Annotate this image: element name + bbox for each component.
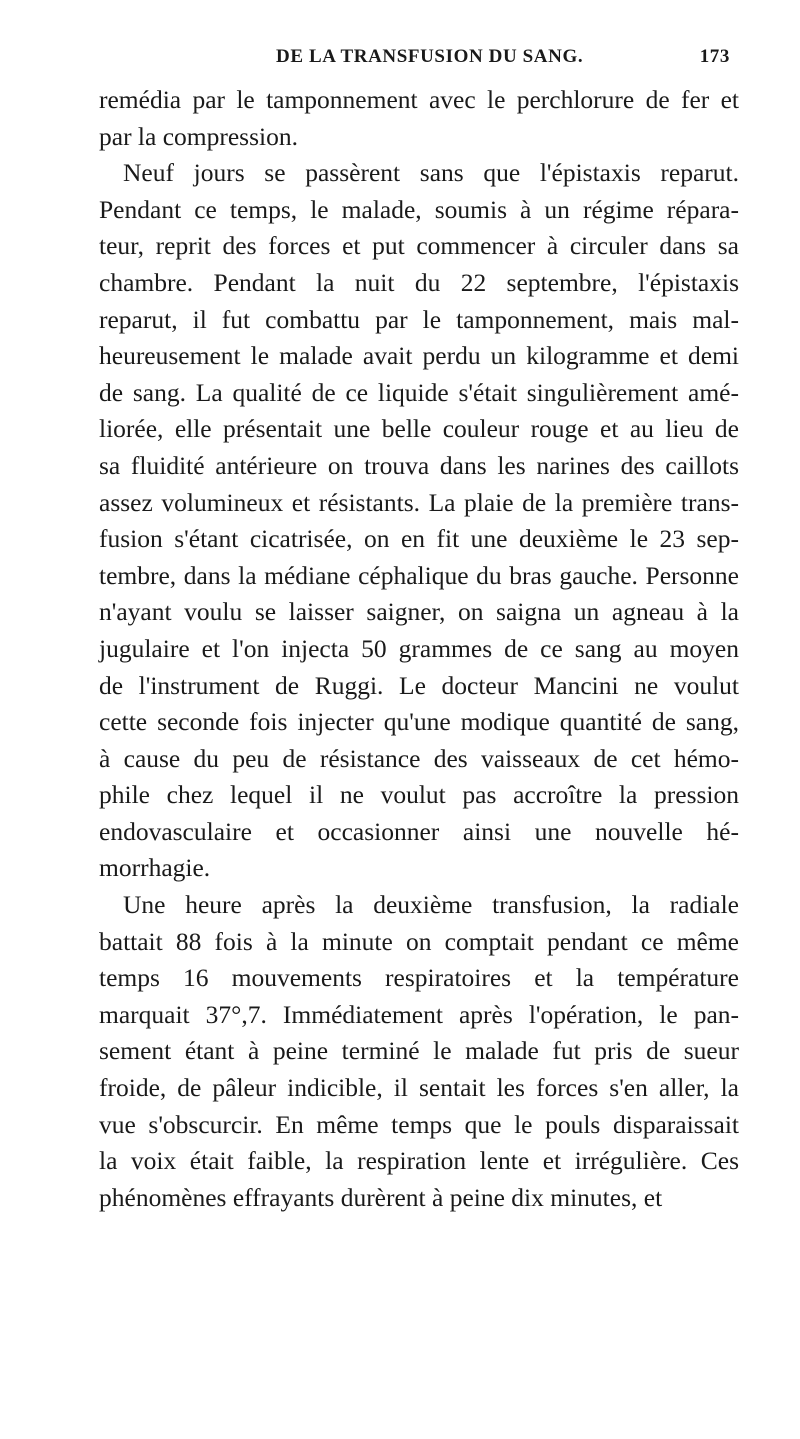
text-line: Pendant ce temps, le malade, soumis à un régime répara- (99, 194, 739, 224)
text-line: phile chez lequel il ne voulut pas accroître la pression (99, 780, 739, 810)
text-line: de sang. La qualité de ce liquide s'était singulièrement amé- (99, 377, 739, 407)
text-line: marquait 37°,7. Immédiatement après l'opération, le pan- (99, 999, 739, 1029)
running-head (96, 46, 730, 76)
text-line: Neuf jours se passèrent sans que l'épistaxis reparut. (123, 158, 739, 188)
text-line: battait 88 fois à la minute on comptait pendant ce même (99, 926, 739, 956)
text-line: sement étant à peine terminé le malade fut pris de sueur (99, 1036, 739, 1066)
text-line: cette seconde fois injecter qu'une modique quantité de sang, (99, 707, 739, 737)
text-line: jugulaire et l'on injecta 50 grammes de ce sang au moyen (99, 633, 739, 663)
text-line: reparut, il fut combattu par le tamponnement, mais mal- (99, 304, 739, 334)
running-title: DE LA TRANSFUSION DU SANG. (276, 46, 584, 67)
text-line: Une heure après la deuxième transfusion, la radiale (123, 890, 739, 920)
text-line: morrhagie. (99, 853, 211, 883)
text-line: vue s'obscurcir. En même temps que le pouls disparaissait (99, 1109, 739, 1139)
text-line: froide, de pâleur indicible, il sentait les forces s'en aller, la (99, 1073, 739, 1103)
text-line: n'ayant voulu se laisser saigner, on saigna un agneau à la (99, 597, 739, 627)
body-text (99, 82, 739, 1216)
text-line: de l'instrument de Ruggi. Le docteur Mancini ne voulut (99, 670, 739, 700)
text-line: temps 16 mouvements respiratoires et la température (99, 963, 739, 993)
text-line: sa fluidité antérieure on trouva dans les narines des caillots (99, 450, 739, 480)
text-line: chambre. Pendant la nuit du 22 septembre, l'épistaxis (99, 267, 739, 297)
text-line: phénomènes effrayants durèrent à peine dix minutes, et (99, 1182, 663, 1212)
text-line: à cause du peu de résistance des vaisseaux de cet hémo- (99, 743, 739, 773)
page-number: 173 (699, 46, 730, 67)
text-line: heureusement le malade avait perdu un kilogramme et demi (99, 341, 739, 371)
text-line: fusion s'étant cicatrisée, on en fit une deuxième le 23 sep- (99, 524, 739, 554)
text-line: par la compression. (99, 121, 298, 151)
text-line: liorée, elle présentait une belle couleur rouge et au lieu de (99, 414, 739, 444)
text-line: remédia par le tamponnement avec le perchlorure de fer et (99, 85, 739, 114)
text-line: endovasculaire et occasionner ainsi une nouvelle hé- (99, 816, 739, 846)
text-line: assez volumineux et résistants. La plaie de la première trans- (99, 487, 739, 517)
text-line: la voix était faible, la respiration lente et irrégulière. Ces (99, 1146, 739, 1176)
text-line: teur, reprit des forces et put commencer à circuler dans sa (99, 231, 739, 261)
text-line: tembre, dans la médiane céphalique du bras gauche. Personne (99, 560, 739, 590)
